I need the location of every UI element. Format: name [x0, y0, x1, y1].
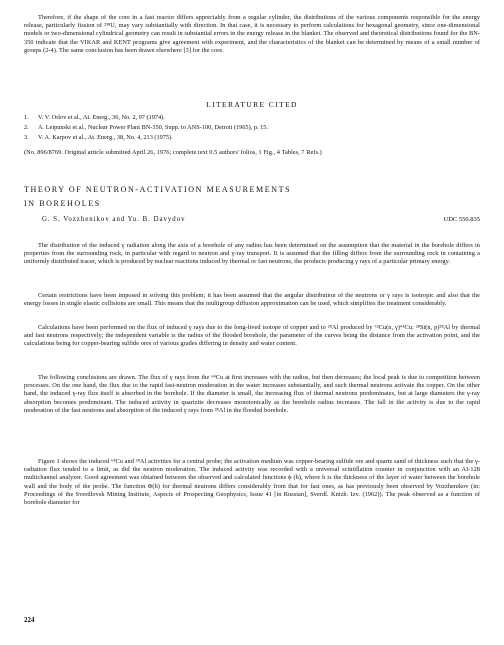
submission-note: (No. 896/8769. Original article submitted April 26, 1976; complete text 0.5 authors' folios, 1 Fig., 4 Tables, 7 Refs.) — [24, 149, 322, 156]
body-paragraph: The distribution of the induced γ radiation along the axis of a borehole of any radius has been determined on the assumption that the material in the borehole differs in properties from the surrounding rock, in particular with regard to neutron and γ-ray transport. It is assumed that the filling differs from the surrounding rock in containing a uniformly distributed tracer, which is produced by nuclear reactions induced by thermal or fast neutrons, the products producing γ rays of a particular primary energy. — [24, 242, 480, 266]
literature-heading: LITERATURE CITED — [206, 100, 298, 109]
reference-text: V. A. Karpov et al., At. Energ., 38, No. 4, 213 (1975). — [38, 134, 173, 141]
page-number: 224 — [24, 616, 35, 624]
reference-text: V. V. Orlov et al., At. Energ., 36, No. 2, 97 (1974). — [38, 114, 165, 121]
reference-2 — [24, 124, 480, 132]
reference-1 — [24, 114, 480, 122]
body-paragraph: Certain restrictions have been imposed in solving this problem; it has been assumed that the angular distribution of the neutrons or γ rays is isotropic and also that the energy losses in single elastic collisions are small. This means that the multigroup diffusion approximation can be used, which simplifies the treatment considerably. — [24, 292, 480, 308]
body-paragraph: Figure 1 shows the induced ⁶⁴Cu and ²⁸Al activities for a central probe; the activation medium was copper-bearing sulfide ore and quartz sand of thickness such that the γ-radiation flux tended to a limit, as did the neutron moderation. The induced activity was recorded with a universal scintillation counter in conjunction with an AI-128 multichannel analyzer. Good agreement was obtained between the observed and calculated functions ϕ (h), where h is the thickness of the layer of water between the borehole wall and the body of the probe. The function Φ(h) for thermal neutrons differs considerably from that for fast ones, as has previously been observed by Vozzhenikov (in: Proceedings of the Sverdlovsk Mining Institute, Aspects of Prospecting Geophysics, Issue 41 [in Russian], Sverdl. Knizh. Izv. (1962)). The peak observed as a function of borehole diameter for — [24, 458, 480, 507]
reference-3 — [24, 134, 480, 142]
reference-text: A. Leipunski et al., Nuclear Power Plant BN-350, Supp. to ANS-100, Detroit (1965), p. 15. — [38, 124, 268, 131]
udc-code: UDC 550.835 — [443, 216, 480, 223]
article-title-line-1: THEORY OF NEUTRON-ACTIVATION MEASUREMENTS — [24, 185, 292, 194]
reference-number: 1. — [24, 114, 29, 121]
intro-paragraph: Therefore, if the shape of the core in a fast reactor differs appreciably from a regular cylinder, the distributions of the various components responsible for the energy release, particularly fission of ²³⁸U, may vary substantially with direction. In that case, it is necessary to perform calculations for hexagonal geometry, since one-dimensional models or two-dimensional cylindrical geometry can result in substantial errors in the energy release in the blanket. The observed and theoretical distributions found for the BN-350 indicate that the VIKAR and KENT programs give agreement with experiment, and the characteristics of the blanket can be determined by means of a small number of groups (2-4). The same conclusion has been drawn elsewhere [3] for the core. — [24, 14, 480, 54]
reference-number: 2. — [24, 124, 29, 131]
authors: G. S. Vozzhenikov and Yu. B. Davydov — [42, 216, 186, 223]
body-paragraph: Calculations have been performed on the flux of induced γ rays due to the long-lived isotope of copper and to ²⁸Al produced by ⁶³Cu(n, γ)⁶⁴Cu; ²⁸Si(n, p)²⁸Al by thermal and fast neutrons respectively; the independent variable is the radius of the flooded borehole, the parameter of the curves being the distance from the activation point, and the calculations being for copper-bearing sulfide ores of various grades differing in density and water content. — [24, 324, 480, 348]
body-paragraph: The following conclusions are drawn. The flux of γ rays from the ⁶⁴Cu at first increases with the radius, but then decreases; the local peak is due to competition between processes. On the one hand, the flux due to the rapid fast-neutron moderation in the water increases substantially, and such thermal neutrons activate the copper. On the other hand, the induced γ-ray flux itself is absorbed in the borehole. If the diameter is small, the increasing flux of thermal neutrons predominates, but at large diameters the γ-ray absorption becomes predominant. The induced activity in quartzite decreases monotonically as the borehole radius increases. The fall in the activity is due to the rapid moderation of the fast neutrons and absorption of the induced γ rays from ²⁸Al in the flooded borehole. — [24, 374, 480, 414]
reference-number: 3. — [24, 134, 29, 141]
article-title-line-2: IN BOREHOLES — [24, 199, 101, 208]
